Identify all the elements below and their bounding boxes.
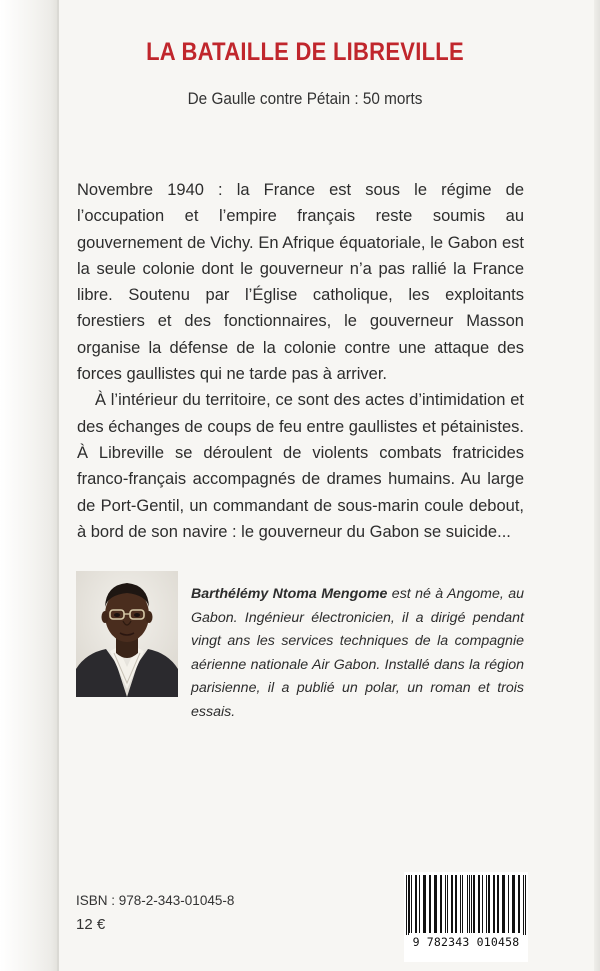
barcode-digits: 9 782343 010458 — [404, 935, 528, 949]
barcode-bar — [467, 875, 468, 933]
barcode-bar — [474, 875, 475, 933]
barcode-bar — [425, 875, 426, 933]
barcode-bar — [452, 875, 453, 933]
price: 12 € — [76, 916, 106, 933]
author-bio-text: est né à Angome, au Gabon. Ingénieur électronicien, il a dirigé pendant vingt ans les services techniques de la compagnie aérienne nationale Air Gabon. Installé dans la région parisienne, il a publié un polar, un roman et trois essais. — [191, 586, 524, 720]
barcode-bar — [502, 875, 503, 933]
author-photo — [76, 571, 178, 697]
barcode-bar — [525, 875, 526, 937]
barcode-bar — [478, 875, 479, 933]
isbn: ISBN : 978-2-343-01045-8 — [76, 893, 235, 908]
barcode-bar — [456, 875, 457, 933]
barcode-bar — [462, 875, 463, 933]
book-blurb — [77, 177, 524, 545]
barcode-bar — [514, 875, 515, 933]
barcode — [404, 872, 528, 962]
barcode-bar — [497, 875, 498, 933]
barcode-bar — [473, 875, 474, 933]
barcode-bar — [419, 875, 420, 933]
barcode-bar — [498, 875, 499, 933]
barcode-bar — [504, 875, 505, 933]
barcode-bar — [424, 875, 425, 933]
barcode-bar — [436, 875, 437, 933]
cover-edge — [594, 0, 600, 971]
barcode-bar — [441, 875, 442, 933]
barcode-bar — [489, 875, 490, 933]
barcode-bar — [518, 875, 519, 933]
barcode-bar — [512, 875, 513, 933]
barcode-bar — [488, 875, 489, 933]
book-subtitle: De Gaulle contre Pétain : 50 morts — [187, 89, 423, 108]
barcode-bar — [430, 875, 431, 933]
barcode-bar — [445, 875, 446, 933]
barcode-bar — [440, 875, 441, 933]
barcode-bar — [503, 875, 504, 933]
barcode-bar — [471, 875, 472, 933]
barcode-bar — [479, 875, 480, 933]
barcode-bar — [408, 875, 409, 937]
barcode-bar — [460, 875, 461, 933]
barcode-bar — [435, 875, 436, 933]
book-title: LA BATAILLE DE LIBREVILLE — [146, 38, 464, 66]
barcode-bar — [493, 875, 494, 933]
barcode-bar — [494, 875, 495, 933]
barcode-bar — [447, 875, 448, 933]
barcode-bar — [469, 875, 470, 933]
barcode-bar — [513, 875, 514, 933]
barcode-bar — [409, 875, 410, 933]
author-name: Barthélémy Ntoma Mengome — [191, 586, 388, 602]
barcode-bar — [411, 875, 412, 933]
barcode-bar — [482, 875, 483, 933]
spine-crease — [57, 0, 59, 971]
barcode-bar — [519, 875, 520, 933]
blurb-paragraph: À l’intérieur du territoire, ce sont des actes d’intimidation et des échanges de coups de feu entre gaullistes et pétainistes. À Libreville se déroulent de violents combats fratricides franco-français accompagnés de drames humains. Au large de Port-Gentil, un commandant de sous-marin coule debout, à bord de son navire : le gouverneur du Gabon se suicide... — [77, 391, 524, 541]
author-bio — [191, 583, 524, 724]
barcode-bar — [429, 875, 430, 933]
barcode-bar — [455, 875, 456, 933]
barcode-bar — [508, 875, 509, 933]
barcode-bar — [416, 875, 417, 933]
barcode-bar — [434, 875, 435, 933]
barcode-bar — [423, 875, 424, 933]
barcode-bar — [523, 875, 524, 937]
barcode-bars — [404, 872, 528, 938]
spine-shadow — [0, 0, 58, 971]
blurb-paragraph: Novembre 1940 : la France est sous le régime de l’occupation et l’empire français reste soumis au gouvernement de Vichy. En Afrique équatoriale, le Gabon est la seule colonie dont le gouverneur n’a pas rallié la France libre. Soutenu par l’Église catholique, les exploitants forestiers et des fonctionnaires, le gouverneur Masson organise la défense de la colonie contre une attaque des forces gaullistes qui ne tarde pas à arriver. — [77, 181, 524, 384]
barcode-bar — [486, 875, 487, 933]
barcode-bar — [415, 875, 416, 933]
barcode-bar — [406, 875, 407, 937]
barcode-bar — [451, 875, 452, 933]
